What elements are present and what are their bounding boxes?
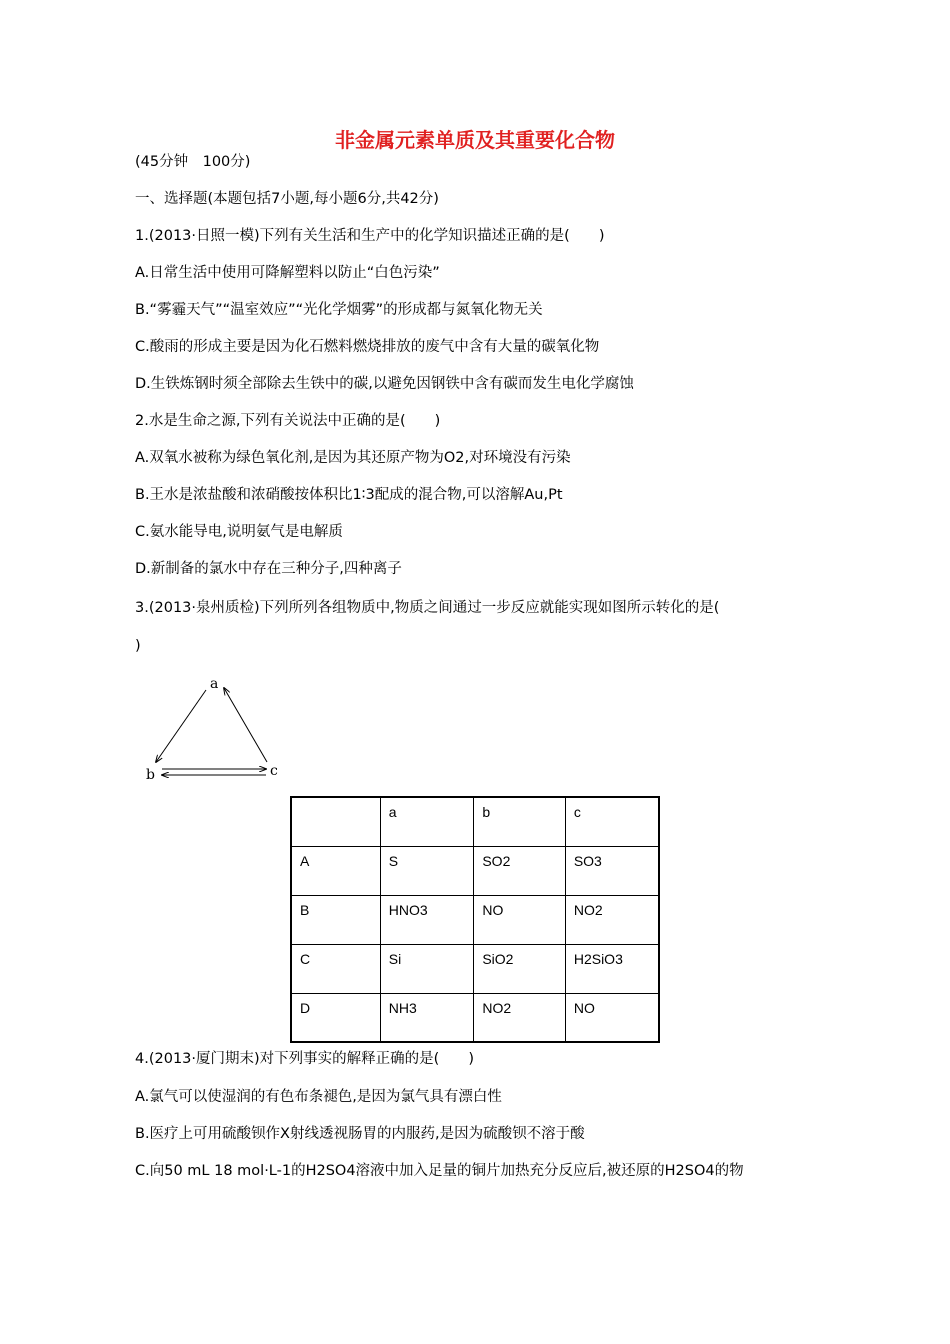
table-cell: a (380, 797, 474, 846)
exam-time: (45分钟 100分) (135, 154, 251, 170)
table-header-row (291, 797, 659, 846)
page-title: 非金属元素单质及其重要化合物 (335, 128, 615, 152)
table-cell: H2SiO3 (565, 944, 659, 993)
table-cell (291, 797, 380, 846)
arrow-a-to-b (156, 690, 206, 762)
conversion-diagram (140, 672, 290, 787)
table-cell: b (474, 797, 565, 846)
table-cell: A (291, 846, 380, 895)
diagram-label-c: c (270, 763, 278, 779)
question-4-option-b: B.医疗上可用硫酸钡作X射线透视肠胃的内服药,是因为硫酸钡不溶于酸 (135, 1126, 585, 1142)
question-4-option-c: C.向50 mL 18 mol·L-1的H2SO4溶液中加入足量的铜片加热充分反应后,被还原的H2SO4的物 (135, 1163, 744, 1179)
question-2: 2.水是生命之源,下列有关说法中正确的是( ) (135, 413, 441, 429)
options-table (290, 796, 660, 1043)
question-1-option-a: A.日常生活中使用可降解塑料以防止“白色污染” (135, 265, 440, 281)
table-cell: S (380, 846, 474, 895)
table-cell: C (291, 944, 380, 993)
table-cell: c (565, 797, 659, 846)
question-2-option-b: B.王水是浓盐酸和浓硝酸按体积比1∶3配成的混合物,可以溶解Au,Pt (135, 487, 563, 503)
diagram-label-b: b (146, 767, 155, 783)
table-cell: Si (380, 944, 474, 993)
table-cell: HNO3 (380, 895, 474, 944)
question-2-option-d: D.新制备的氯水中存在三种分子,四种离子 (135, 561, 402, 577)
table-row (291, 944, 659, 993)
section-heading: 一、选择题(本题包括7小题,每小题6分,共42分) (135, 191, 439, 207)
question-2-option-a: A.双氧水被称为绿色氧化剂,是因为其还原产物为O2,对环境没有污染 (135, 450, 571, 466)
table-cell: NO2 (565, 895, 659, 944)
table-row (291, 993, 659, 1042)
arrow-c-to-a (224, 688, 267, 762)
question-1-option-d: D.生铁炼钢时须全部除去生铁中的碳,以避免因钢铁中含有碳而发生电化学腐蚀 (135, 376, 634, 392)
question-4: 4.(2013·厦门期末)对下列事实的解释正确的是( ) (135, 1051, 474, 1067)
question-1: 1.(2013·日照一模)下列有关生活和生产中的化学知识描述正确的是( ) (135, 228, 605, 244)
table-cell: NO (474, 895, 565, 944)
table-cell: NO (565, 993, 659, 1042)
question-3: 3.(2013·泉州质检)下列所列各组物质中,物质之间通过一步反应就能实现如图所示转化的是( (135, 600, 720, 616)
table-cell: SO3 (565, 846, 659, 895)
question-3-continuation: ) (135, 638, 141, 654)
table-cell: NO2 (474, 993, 565, 1042)
table-row (291, 895, 659, 944)
question-4-option-a: A.氯气可以使湿润的有色布条褪色,是因为氯气具有漂白性 (135, 1089, 502, 1105)
question-2-option-c: C.氨水能导电,说明氨气是电解质 (135, 524, 343, 540)
table-cell: SO2 (474, 846, 565, 895)
table-cell: B (291, 895, 380, 944)
table-cell: SiO2 (474, 944, 565, 993)
table-cell: NH3 (380, 993, 474, 1042)
table-row (291, 846, 659, 895)
question-1-option-c: C.酸雨的形成主要是因为化石燃料燃烧排放的废气中含有大量的碳氧化物 (135, 339, 600, 355)
question-1-option-b: B.“雾霾天气”“温室效应”“光化学烟雾”的形成都与氮氧化物无关 (135, 302, 543, 318)
table-cell: D (291, 993, 380, 1042)
diagram-label-a: a (210, 676, 219, 692)
